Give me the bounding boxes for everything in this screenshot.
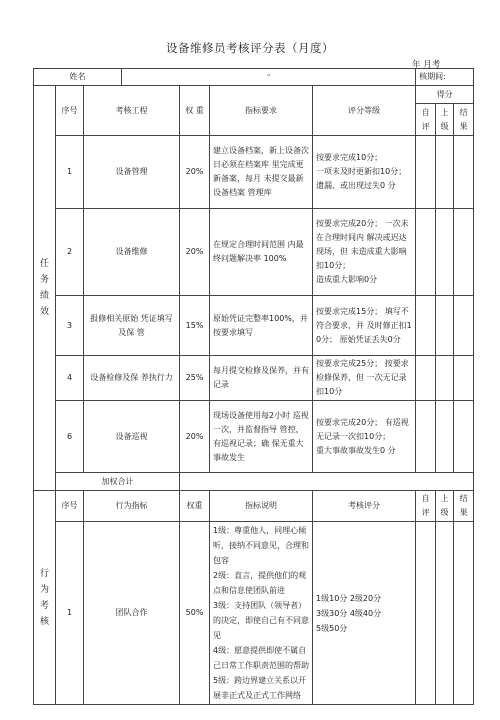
row-requirement: 建立设备档案，新上设备次日必须在档案库 里完成更新备案，每月 未提交最新设备档案 管理库 xyxy=(210,136,313,209)
row-weight: 20% xyxy=(180,209,210,296)
row-project: 设备巡视 xyxy=(84,401,180,473)
row-superior-score[interactable] xyxy=(436,136,454,209)
row-self-score[interactable] xyxy=(416,522,436,705)
row-seq: 2 xyxy=(56,209,84,296)
col-self: 自评 xyxy=(416,491,436,522)
row-requirement: 在规定合理时间范围 内最终问题解决率 100% xyxy=(210,209,313,296)
row-superior-score[interactable] xyxy=(436,296,454,356)
row-weight: 15% xyxy=(180,296,210,356)
row-result-score[interactable] xyxy=(454,401,474,473)
table-row xyxy=(34,401,474,473)
table-row xyxy=(34,209,474,296)
row-requirement: 每月提交检修及保养，并有记录 xyxy=(210,356,313,401)
col-weight: 权 重 xyxy=(180,86,210,136)
row-seq: 1 xyxy=(56,136,84,209)
weighted-total-label: 加权合计 xyxy=(56,473,180,491)
row-result-score[interactable] xyxy=(454,356,474,401)
row-weight: 25% xyxy=(180,356,210,401)
row-explanation: 1级：尊重他人，同理心倾听，接纳不同意见，合理和包容 2级：直言，提供他们的观点和信息使团队前进 3级：支持团队（领导者）的决定，即使自己有不同意见 4级：愿意提供即使不属自己日常工作职责范围的帮助 5级：跨边界建立关系以开展非正式及正式工作网络 xyxy=(210,522,313,705)
row-weight: 20% xyxy=(180,136,210,209)
row-seq: 1 xyxy=(56,522,84,705)
col-project: 考核工程 xyxy=(84,86,180,136)
row-seq: 4 xyxy=(56,356,84,401)
row-grade: 按要求完成25分； 按要求检修保养，但 一次无记录扣10分 xyxy=(313,356,416,401)
page-title: 设备维修员考核评分表（月度） xyxy=(166,41,334,55)
year-month-label: 年 月考 xyxy=(412,60,441,70)
row-project: 报修相关原始 凭证填写及保 管 xyxy=(84,296,180,356)
row-grade: 按要求完成20分； 有巡视无记录一次扣10分； 重大事故事故发生0 分 xyxy=(313,401,416,473)
row-self-score[interactable] xyxy=(416,136,436,209)
table-row xyxy=(34,356,474,401)
col-weight: 权重 xyxy=(180,491,210,522)
row-seq: 3 xyxy=(56,296,84,356)
row-superior-score[interactable] xyxy=(436,401,454,473)
row-seq: 6 xyxy=(56,401,84,473)
row-self-score[interactable] xyxy=(416,209,436,296)
task-section-label: 任 务 绩 效 xyxy=(34,86,56,491)
name-label: 姓名 xyxy=(34,69,122,86)
row-project: 设备维修 xyxy=(84,209,180,296)
row-result-score[interactable] xyxy=(454,209,474,296)
row-weight: 20% xyxy=(180,401,210,473)
row-grade: 1级10分 2级20分 3级30分 4级40分 5级50分 xyxy=(313,522,416,705)
row-project: 设备管理 xyxy=(84,136,180,209)
row-self-score[interactable] xyxy=(416,296,436,356)
row-project: 设备检修及保 养执行力 xyxy=(84,356,180,401)
col-superior: 上级 xyxy=(436,491,454,522)
row-superior-score[interactable] xyxy=(436,209,454,296)
col-seq: 序号 xyxy=(56,491,84,522)
weighted-total-row xyxy=(34,473,474,491)
col-grade: 评分等级 xyxy=(313,86,416,136)
table-row xyxy=(34,296,474,356)
row-indicator: 团队合作 xyxy=(84,522,180,705)
col-explanation: 指标说明 xyxy=(210,491,313,522)
row-requirement: 现场设备使用每2小时 巡视一次，并监督指导 管控，有巡视记录；确 保无重大事故发生 xyxy=(210,401,313,473)
row-grade: 按要求完成20分； 一次未在合理时间内 解决或迟达现场，但 未造成重大影响扣10分； 造成重大影响0分 xyxy=(313,209,416,296)
row-result-score[interactable] xyxy=(454,296,474,356)
name-value: " xyxy=(122,69,416,86)
col-indicator: 行为指标 xyxy=(84,491,180,522)
table-row xyxy=(34,136,474,209)
row-self-score[interactable] xyxy=(416,401,436,473)
weighted-total-value[interactable] xyxy=(180,473,474,491)
col-grade: 考核评分 xyxy=(313,491,416,522)
row-requirement: 原始凭证完整率100%，并按要求填写 xyxy=(210,296,313,356)
row-grade: 按要求完成10分； 一项未及时更新扣10分； 遗漏、或出现过失0 分 xyxy=(313,136,416,209)
behavior-section-label: 行 为 考 核 xyxy=(34,491,56,705)
col-requirement: 指标要求 xyxy=(210,86,313,136)
row-superior-score[interactable] xyxy=(436,356,454,401)
row-grade: 按要求完成15分； 填写不符合要求，并 及时修正扣10分； 原始凭证丢失0分 xyxy=(313,296,416,356)
col-score: 得分 xyxy=(416,86,474,104)
col-seq: 序号 xyxy=(56,86,84,136)
evaluation-table xyxy=(33,68,474,705)
table-row xyxy=(34,522,474,705)
col-result: 结 果 xyxy=(454,491,474,522)
row-result-score[interactable] xyxy=(454,136,474,209)
row-weight: 50% xyxy=(180,522,210,705)
row-result-score[interactable] xyxy=(454,522,474,705)
period-label: 核期间: xyxy=(416,69,474,86)
col-result: 结 果 xyxy=(454,104,474,136)
col-superior: 上级 xyxy=(436,104,454,136)
row-superior-score[interactable] xyxy=(436,522,454,705)
col-self: 自评 xyxy=(416,104,436,136)
row-self-score[interactable] xyxy=(416,356,436,401)
